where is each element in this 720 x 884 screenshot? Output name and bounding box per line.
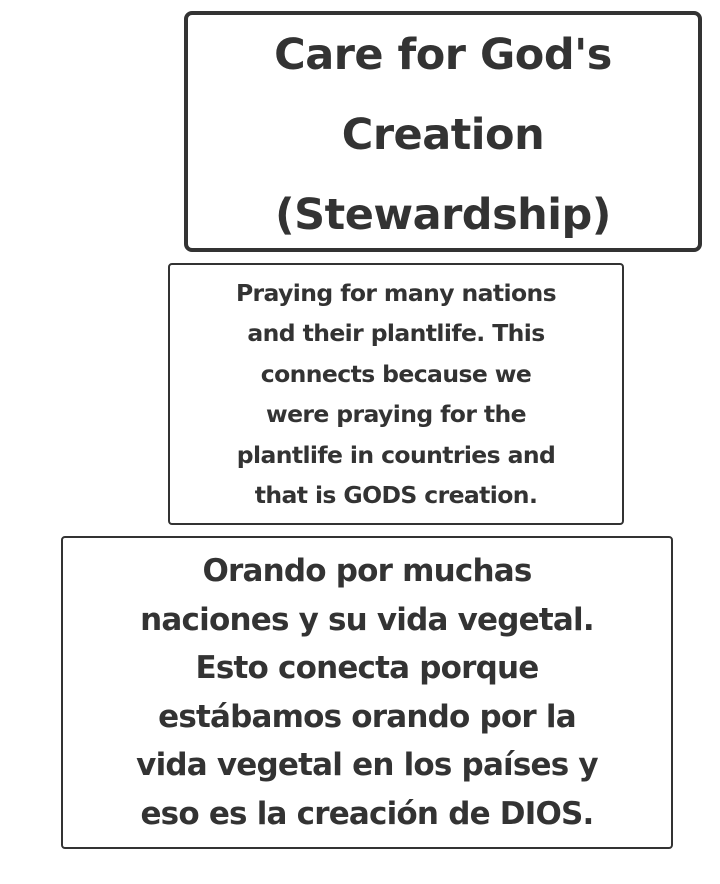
english-description-card xyxy=(168,263,624,525)
title-line: Creation xyxy=(341,109,545,160)
spanish-line: Orando por muchas xyxy=(202,553,532,589)
spanish-line: naciones y su vida vegetal. xyxy=(140,601,594,638)
spanish-description xyxy=(132,547,602,838)
english-line: were praying for the xyxy=(265,400,527,428)
english-line: that is GODS creation. xyxy=(254,481,538,509)
english-line: and their plantlife. This xyxy=(247,319,545,347)
english-line: connects because we xyxy=(260,359,532,388)
page-title xyxy=(274,15,612,255)
spanish-line: vida vegetal en los países y xyxy=(136,747,598,783)
spanish-line: Esto conecta porque xyxy=(195,650,539,686)
title-line: (Stewardship) xyxy=(275,189,611,240)
english-line: plantlife in countries and xyxy=(236,440,556,469)
spanish-line: eso es la creación de DIOS. xyxy=(140,795,594,832)
title-line: Care for God's xyxy=(274,29,612,80)
spanish-description-card xyxy=(61,536,673,849)
english-line: Praying for many nations xyxy=(235,278,557,307)
english-description xyxy=(230,273,562,516)
title-card xyxy=(184,11,702,252)
spanish-line: estábamos orando por la xyxy=(158,698,576,735)
